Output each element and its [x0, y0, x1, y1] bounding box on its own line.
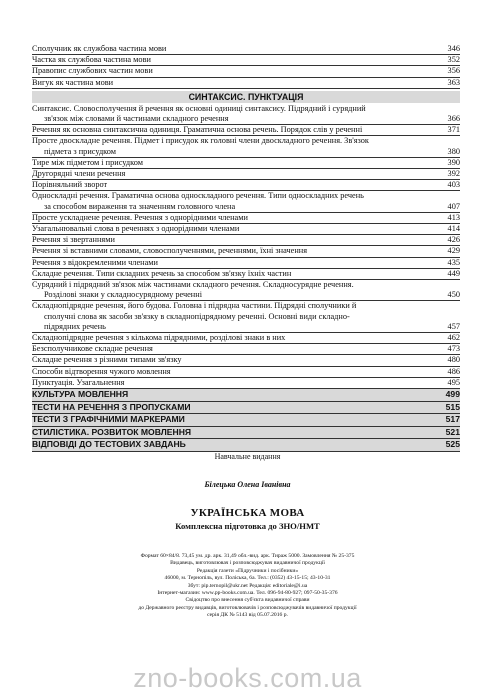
toc-group-major [32, 389, 460, 452]
toc-entry: Складне речення з різними типами зв'язку 480 [32, 355, 460, 366]
toc-major-entry: ТЕСТИ НА РЕЧЕННЯ З ПРОПУСКАМИ 515 [32, 402, 460, 415]
details-line: Інтернет-магазин: www.pp-books.com.ua. Тел. 096-94-80-927; 097-50-35-376 [157, 590, 338, 597]
toc-entry: Пунктуація. Узагальнення 495 [32, 378, 460, 389]
details-line: Формат 60×84/8. 73,45 ум. др. арк. 31,49 обл.-вид. арк. Тираж 5000. Замовлення № 25-375 [140, 553, 355, 559]
book-title: УКРАЇНСЬКА МОВА [190, 507, 305, 519]
toc-entry: Частка як службова частина мови 352 [32, 55, 460, 66]
website-watermark: zno-books.com.ua [133, 663, 362, 693]
toc-entry: Просте двоскладне речення. Підмет і присудок як головні члени двоскладного речення. Зв'язок підмета з присудком 380 [32, 136, 460, 157]
table-of-contents [32, 44, 460, 452]
toc-entry: Складнопідрядне речення, його будова. Головна і підрядна частини. Підрядні сполучники й сполучні слова як засоби зв'язку в складнопідрядному реченні. Основні види складно- підрядних речень 457 [32, 301, 460, 333]
toc-entry: Синтаксис. Словосполучення й речення як основні одиниці синтаксису. Підрядний і сурядний зв'язок між словами й частинами складного речення 366 [32, 104, 460, 125]
toc-major-entry: ВІДПОВІДІ ДО ТЕСТОВИХ ЗАВДАНЬ 525 [32, 439, 460, 452]
details-line: Збут: pip.ternopil@ukr.net Редакція: editoriale@i.ua [187, 582, 308, 589]
section-heading-syntax: СИНТАКСИС. ПУНКТУАЦІЯ [32, 91, 460, 103]
toc-entry: Сполучник як службова частина мови 346 [32, 44, 460, 55]
toc-major-entry: КУЛЬТУРА МОВЛЕННЯ 499 [32, 389, 460, 402]
toc-entry: Речення зі вставними словами, словосполученнями, реченнями, їхні значення 429 [32, 246, 460, 257]
toc-entry: Просте ускладнене речення. Речення з однорідними членами 413 [32, 213, 460, 224]
toc-entry: Вигук як частина мови 363 [32, 78, 460, 89]
details-line: Редакція газети «Підручники і посібники» [196, 567, 299, 574]
toc-entry: Другорядні члени речення 392 [32, 169, 460, 180]
toc-entry: Складне речення. Типи складних речень за способом зв'язку їхніх частин 449 [32, 269, 460, 280]
toc-entry: Тире між підметом і присудком 390 [32, 158, 460, 169]
details-line: 46000, м. Тернопіль, вул. Поліська, 6а. Тел.: (0352) 43-15-15; 43-10-31 [164, 575, 331, 582]
toc-entry: Сурядний і підрядний зв'язок між частинами складного речення. Складносурядне речення. Розділові знаки у складносурядному реченні 450 [32, 280, 460, 301]
toc-entry: Узагальнювальні слова в реченнях з однорідними членами 414 [32, 224, 460, 235]
toc-group-morphology [32, 44, 460, 89]
toc-entry: Речення зі звертаннями 426 [32, 235, 460, 246]
details-line: Свідоцтво про внесення суб'єкта видавничої справи [185, 597, 310, 604]
toc-entry: Способи відтворення чужого мовлення 486 [32, 367, 460, 378]
toc-entry: Складнопідрядне речення з кількома підрядними, розділові знаки в них 462 [32, 333, 460, 344]
toc-entry: Правопис службових частин мови 356 [32, 66, 460, 77]
toc-entry: Односкладні речення. Граматична основа односкладного речення. Типи односкладних речень за способом вираження та значенням головного члена 407 [32, 191, 460, 212]
toc-major-entry: СТИЛІСТИКА. РОЗВИТОК МОВЛЕННЯ 521 [32, 427, 460, 440]
details-line: до Державного реєстру видавців, виготовлювачів і розповсюджувачів видавничої продукції [138, 604, 357, 611]
publication-details [0, 553, 495, 620]
toc-entry: Безсполучникове складне речення 473 [32, 344, 460, 355]
toc-group-syntax [32, 104, 460, 389]
details-line: серія ДК № 5143 від 05.07.2016 р. [207, 612, 288, 619]
toc-entry: Речення з відокремленими членами 435 [32, 258, 460, 269]
toc-entry: Речення як основна синтаксична одиниця. Граматична основа речень. Порядок слів у реченні 371 [32, 125, 460, 136]
toc-major-entry: ТЕСТИ З ГРАФІЧНИМИ МАРКЕРАМИ 517 [32, 414, 460, 427]
toc-entry: Порівняльний зворот 403 [32, 180, 460, 191]
book-subtitle: Комплексна підготовка до ЗНО/НМТ [175, 521, 320, 531]
author-name: Білецька Олена Іванівна [204, 480, 291, 489]
details-line: Видавець, виготовлювач і розповсюджувач видавничої продукції [170, 560, 325, 567]
edition-type: Навчальне видання [214, 452, 281, 461]
